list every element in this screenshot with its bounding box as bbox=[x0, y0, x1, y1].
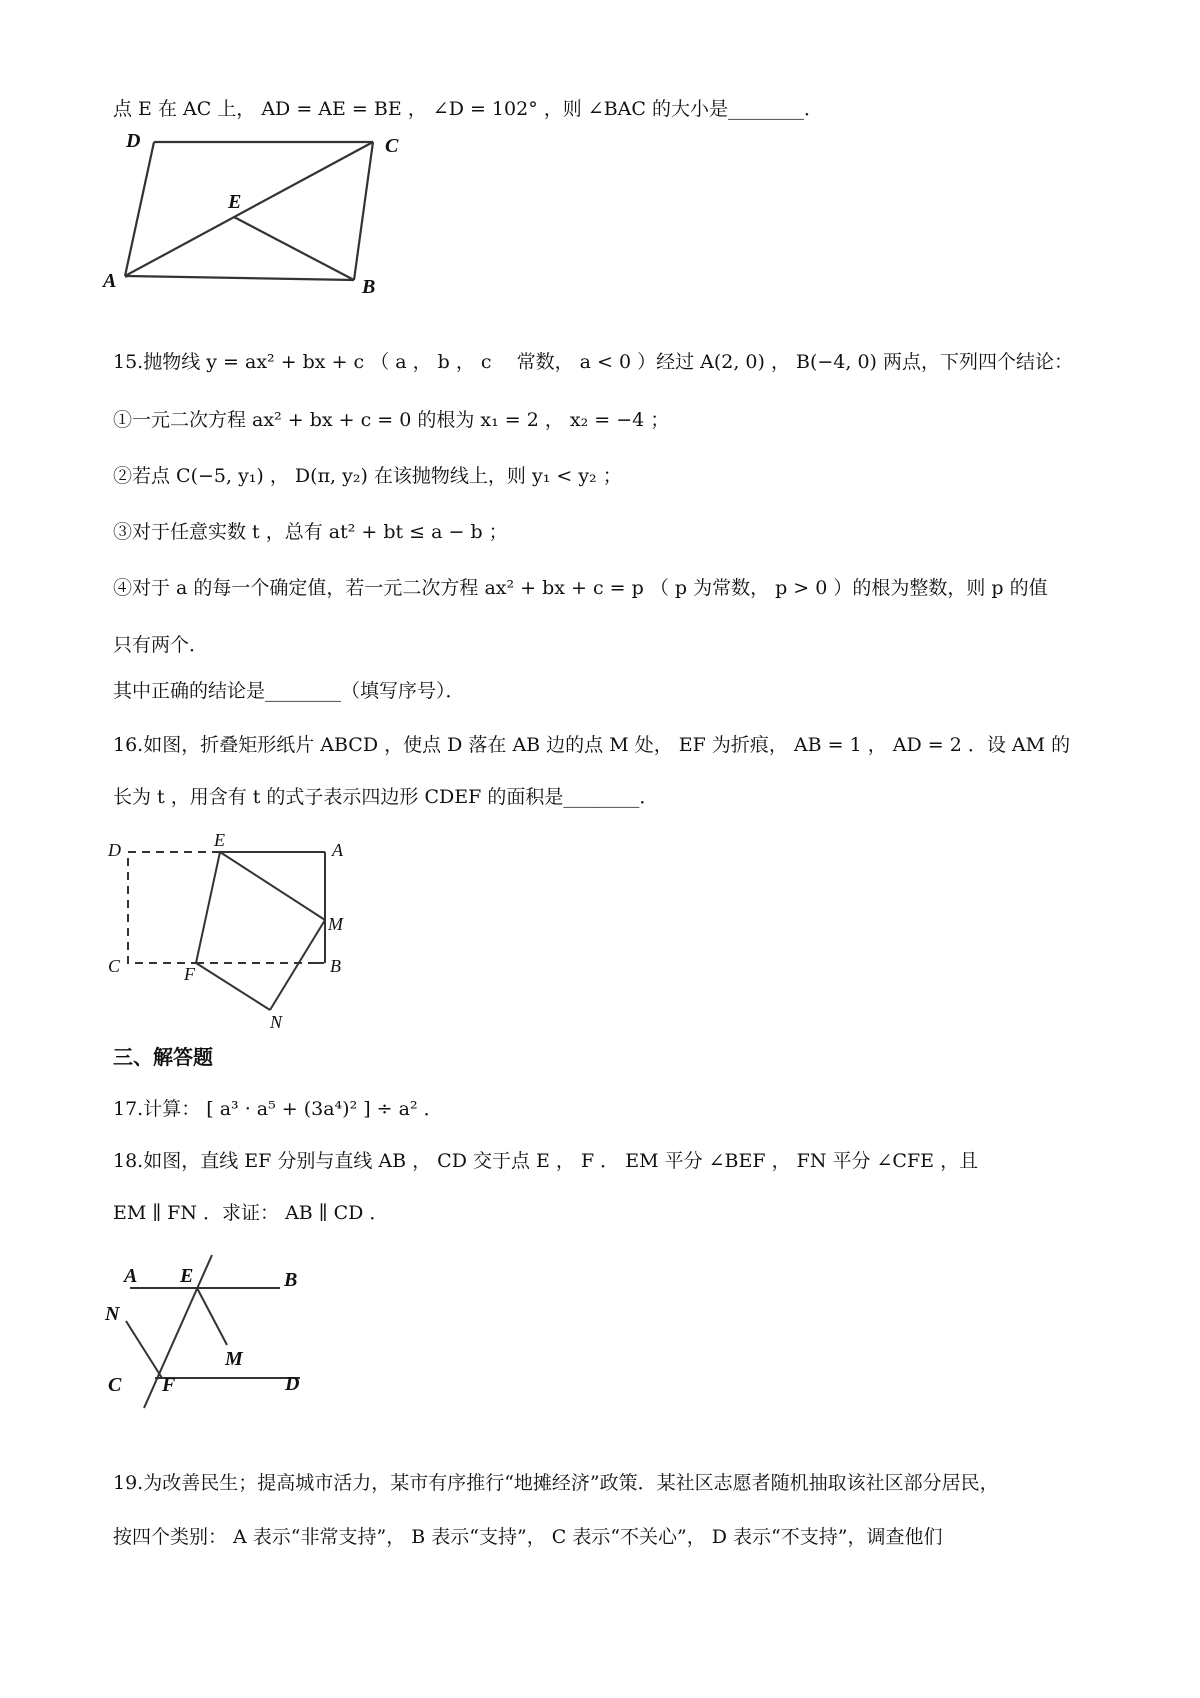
q15-item4a: ④对于 a 的每一个确定值，若一元二次方程 ax² + bx + c = p （ p 为常数， p > 0 ）的根为整数，则 p 的值 bbox=[113, 577, 1048, 599]
q15-answer: 其中正确的结论是________（填写序号）． bbox=[113, 680, 465, 702]
label-e: E bbox=[228, 191, 242, 213]
q15-item1: ①一元二次方程 ax² + bx + c = 0 的根为 x₁ = 2 ， x₂ = −4 ； bbox=[113, 409, 670, 431]
label-c: C bbox=[385, 135, 399, 157]
label-d: D bbox=[285, 1373, 300, 1395]
q15-text: 15.抛物线 y = ax² + bx + c （ a ， b ， c 常数， a < 0 ）经过 A(2, 0) ， B(−4, 0) 两点，下列四个结论： bbox=[113, 351, 1073, 373]
q15-item3: ③对于任意实数 t ，总有 at² + bt ≤ a − b ； bbox=[113, 521, 508, 543]
label-m: M bbox=[225, 1348, 243, 1370]
label-e: E bbox=[180, 1265, 194, 1287]
label-d: D bbox=[108, 840, 121, 860]
fold-rectangle-figure bbox=[100, 830, 360, 1034]
label-n: N bbox=[270, 1012, 283, 1032]
label-b: B bbox=[284, 1269, 298, 1291]
label-m: M bbox=[328, 914, 343, 934]
label-b: B bbox=[330, 956, 341, 976]
q16-text-b: 长为 t ，用含有 t 的式子表示四边形 CDEF 的面积是________． bbox=[113, 786, 659, 808]
parallel-lines-figure bbox=[100, 1250, 340, 1424]
q19-text-a: 19.为改善民生；提高城市活力，某市有序推行“地摊经济”政策．某社区志愿者随机抽取该社区部分居民， bbox=[113, 1472, 999, 1494]
label-d: D bbox=[126, 130, 141, 152]
label-n: N bbox=[105, 1303, 120, 1325]
q18-text-a: 18.如图，直线 EF 分别与直线 AB ， CD 交于点 E ， F ． EM 平分 ∠BEF ， FN 平分 ∠CFE ，且 bbox=[113, 1150, 979, 1172]
label-f: F bbox=[184, 964, 195, 984]
label-b: B bbox=[362, 276, 376, 298]
label-c: C bbox=[108, 1374, 122, 1396]
q15-item4b: 只有两个． bbox=[113, 634, 209, 656]
label-a: A bbox=[332, 840, 343, 860]
parallelogram-figure bbox=[100, 130, 420, 304]
q18-text-b: EM ∥ FN ．求证： AB ∥ CD ． bbox=[113, 1202, 389, 1224]
label-a: A bbox=[103, 270, 117, 292]
q16-text-a: 16.如图，折叠矩形纸片 ABCD ，使点 D 落在 AB 边的点 M 处， EF 为折痕， AB = 1 ， AD = 2 ．设 AM 的 bbox=[113, 734, 1071, 756]
q17-text: 17.计算： [ a³ · a⁵ + (3a⁴)² ] ÷ a² ． bbox=[113, 1098, 443, 1120]
label-c: C bbox=[108, 956, 121, 976]
label-f: F bbox=[162, 1374, 176, 1396]
label-e: E bbox=[214, 830, 225, 850]
q15-item2: ②若点 C(−5, y₁) ， D(π, y₂) 在该抛物线上，则 y₁ < y₂ ； bbox=[113, 465, 622, 487]
q19-text-b: 按四个类别： A 表示“非常支持”， B 表示“支持”， C 表示“不关心”， D 表示“不支持”，调查他们 bbox=[113, 1526, 943, 1548]
q14-tail-text: 点 E 在 AC 上， AD = AE = BE ， ∠D = 102° ，则 ∠BAC 的大小是________． bbox=[113, 98, 823, 120]
label-a: A bbox=[124, 1265, 138, 1287]
section-heading: 三、解答题 bbox=[113, 1045, 213, 1069]
